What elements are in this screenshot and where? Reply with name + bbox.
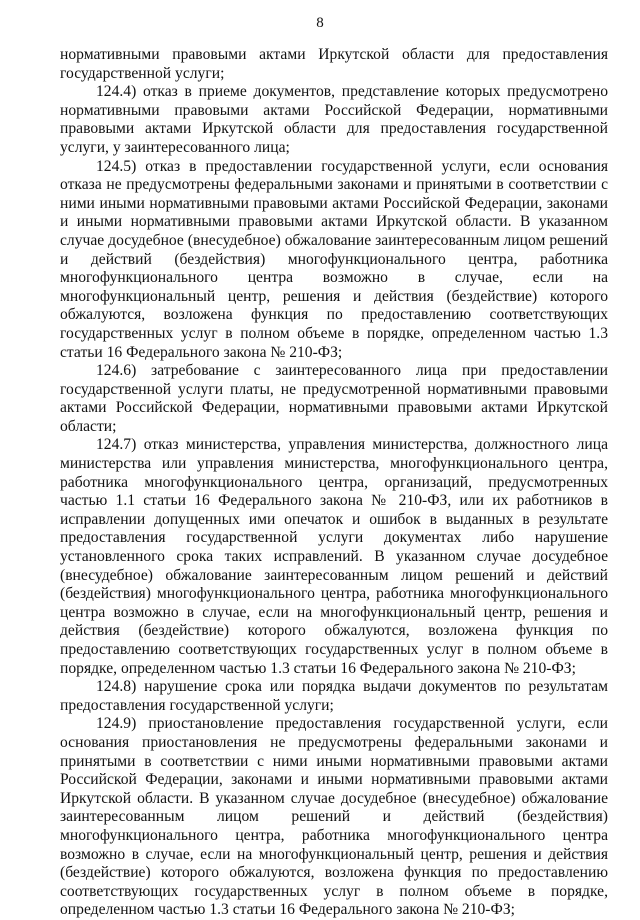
page-number: 8	[316, 15, 324, 31]
paragraph-124-6: 124.6) затребование с заинтересованного лица при предоставлении государственной услуги платы, не предусмотренной нормативными правовыми актами Российской Федерации, нормативными правовыми актами Иркутской области;	[60, 362, 608, 435]
paragraph-124-7: 124.7) отказ министерства, управления министерства, должностного лица министерства или управления министерства, многофункционального центра, работника многофункционального центра, организаций, предусмотренных частью 1.1 статьи 16 Федерального закона № 210-ФЗ, или их работников в исправлении допущенных ими опечаток и ошибок в выданных в результате предоставления государственной услуги документах либо нарушение установленного срока таких исправлений. В указанном случае досудебное (внесудебное) обжалование заинтересованным лицом решений и действий (бездействия) многофункционального центра, работника многофункционального центра возможно в случае, если на многофункциональный центр, решения и действия (бездействие) которого обжалуются, возложена функция по предоставлению соответствующих государственных услуг в полном объеме в порядке, определенном частью 1.3 статьи 16 Федерального закона № 210-ФЗ;	[60, 436, 608, 677]
paragraph-124-8: 124.8) нарушение срока или порядка выдачи документов по результатам предоставления государственной услуги;	[60, 678, 608, 714]
paragraph-124-4: 124.4) отказ в приеме документов, представление которых предусмотрено нормативными правовыми актами Российской Федерации, нормативными правовыми актами Иркутской области для предоставления государственной услуги, у заинтересованного лица;	[60, 83, 608, 156]
paragraph-continuation: нормативными правовыми актами Иркутской области для предоставления государственной услуги;	[60, 46, 608, 82]
document-body	[60, 46, 608, 920]
paragraph-124-5: 124.5) отказ в предоставлении государственной услуги, если основания отказа не предусмотрены федеральными законами и принятыми в соответствии с ними иными нормативными правовыми актами Российской Федерации, законами и иными нормативными правовыми актами Иркутской области. В указанном случае досудебное (внесудебное) обжалование заинтересованным лицом решений и действий (бездействия) многофункционального центра, работника многофункционального центра возможно в случае, если на многофункциональный центр, решения и действия (бездействие) которого обжалуются, возложена функция по предоставлению соответствующих государственных услуг в полном объеме в порядке, определенном частью 1.3 статьи 16 Федерального закона № 210-ФЗ;	[60, 157, 608, 361]
paragraph-124-9: 124.9) приостановление предоставления государственной услуги, если основания приостановления не предусмотрены федеральными законами и принятыми в соответствии с ними иными нормативными правовыми актами Российской Федерации, законами и иными нормативными правовыми актами Иркутской области. В указанном случае досудебное (внесудебное) обжалование заинтересованным лицом решений и действий (бездействия) многофункционального центра, работника многофункционального центра возможно в случае, если на многофункциональный центр, решения и действия (бездействие) которого обжалуются, возложена функция по предоставлению соответствующих государственных услуг в полном объеме в порядке, определенном частью 1.3 статьи 16 Федерального закона № 210-ФЗ;	[60, 715, 608, 919]
